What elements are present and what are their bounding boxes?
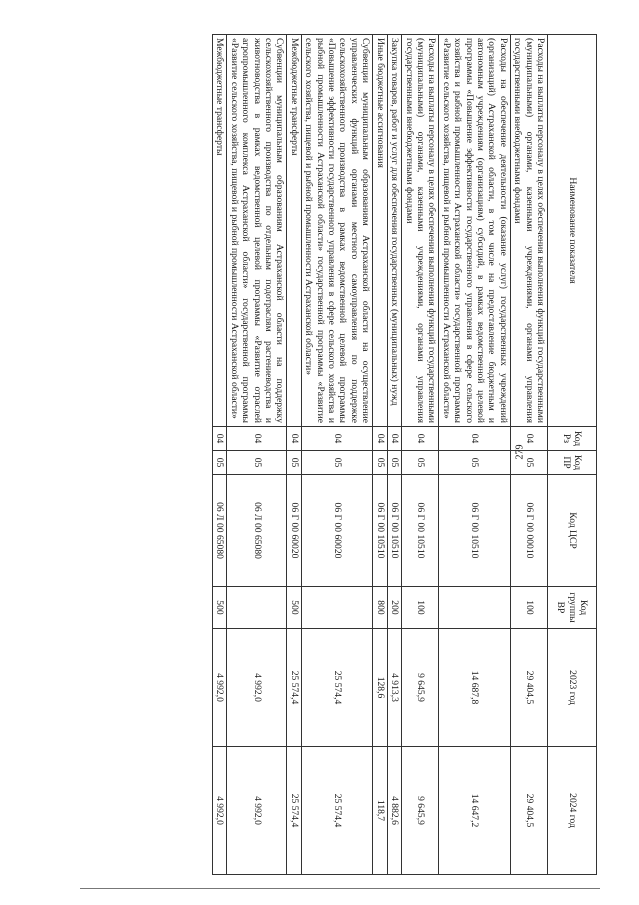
cell-pr: 05 — [373, 451, 387, 475]
header-2023: 2023 год — [548, 629, 597, 747]
table-row — [287, 35, 301, 875]
cell-csr: 06 Г 00 00010 — [510, 475, 547, 587]
cell-2024: 25 574,4 — [301, 747, 372, 875]
cell-csr: 06 Г 00 60020 — [301, 475, 372, 587]
cell-2024: 14 647,2 — [439, 747, 510, 875]
cell-rz: 04 — [510, 427, 547, 451]
header-name: Наименование показателя — [548, 35, 597, 427]
table-row — [387, 35, 401, 875]
cell-pr: 05 — [402, 451, 439, 475]
cell-name: Межбюджетные трансферты — [213, 35, 227, 427]
cell-2023: 29 404,5 — [510, 629, 547, 747]
cell-2024: 118,7 — [373, 747, 387, 875]
cell-rz: 04 — [287, 427, 301, 451]
cell-2023: 25 574,4 — [287, 629, 301, 747]
cell-csr: 06 Л 00 65080 — [227, 475, 287, 587]
cell-name: Иные бюджетные ассигнования — [373, 35, 387, 427]
cell-2023: 4 992,0 — [227, 629, 287, 747]
cell-2023: 25 574,4 — [301, 629, 372, 747]
budget-table-container — [137, 34, 597, 874]
cell-vr: 200 — [387, 587, 401, 629]
cell-rz: 04 — [373, 427, 387, 451]
cell-rz: 04 — [227, 427, 287, 451]
cell-csr: 06 Г 00 10510 — [402, 475, 439, 587]
cell-2024: 29 404,5 — [510, 747, 547, 875]
cell-pr: 05 — [439, 451, 510, 475]
cell-2024: 25 574,4 — [287, 747, 301, 875]
table-header-row — [548, 35, 597, 875]
cell-rz: 04 — [301, 427, 372, 451]
cell-name: Расходы на выплаты персоналу в целях обеспечения выполнения функций государственными (муниципальными) органами, казенными учреждениями, органами управления государственными внебюджетными фондами — [402, 35, 439, 427]
cell-pr: 05 — [301, 451, 372, 475]
cell-2023: 4 992,0 — [213, 629, 227, 747]
table-row — [301, 35, 372, 875]
page-bottom-rule — [80, 888, 600, 889]
cell-name: Субвенции муниципальным образованиям Астраханской области на осуществление управленческих функций органами местного самоуправления по поддержке сельскохозяйственного производства в рамках ведомственной целевой программы «Повышение эффективности государственного управления в сфере сельского хозяйства и рыбной промышленности Астраханской области» государственной программы «Развитие сельского хозяйства, пищевой и рыбной промышленности Астраханской области» — [301, 35, 372, 427]
table-row — [439, 35, 510, 875]
cell-vr: 500 — [287, 587, 301, 629]
cell-name: Расходы на обеспечение деятельности (оказание услуг) государственных учреждений (организаций) Астраханской области, в том числе на предоставление бюджетным и автономным учреждениям (организациям) субсидий, в рамках ведомственной целевой программы «Повышение эффективности государственного управления в сфере сельского хозяйства и рыбной промышленности Астраханской области» государственной программы «Развитие сельского хозяйства, пищевой и рыбной промышленности Астраханской области» — [439, 35, 510, 427]
cell-vr — [439, 587, 510, 629]
header-2024: 2024 год — [548, 747, 597, 875]
cell-name: Расходы на выплаты персоналу в целях обеспечения выполнения функций государственными (муниципальными) органами, казенными учреждениями, органами управления государственными внебюджетными фондами — [510, 35, 547, 427]
cell-pr: 05 — [213, 451, 227, 475]
cell-pr: 05 — [387, 451, 401, 475]
cell-vr: 100 — [510, 587, 547, 629]
cell-2024: 4 992,0 — [227, 747, 287, 875]
cell-rz: 04 — [439, 427, 510, 451]
cell-pr: 05 — [227, 451, 287, 475]
table-row — [213, 35, 227, 875]
cell-2023: 14 687,8 — [439, 629, 510, 747]
cell-csr: 06 Г 00 10510 — [387, 475, 401, 587]
cell-2023: 4 913,3 — [387, 629, 401, 747]
cell-vr: 100 — [402, 587, 439, 629]
cell-2024: 4 992,0 — [213, 747, 227, 875]
cell-vr: 500 — [213, 587, 227, 629]
header-rz: Код Рз — [548, 427, 597, 451]
page-number: 279 — [514, 444, 526, 460]
table-row — [402, 35, 439, 875]
cell-vr — [301, 587, 372, 629]
header-csr: Код ЦСР — [548, 475, 597, 587]
budget-table — [212, 34, 597, 875]
cell-csr: 06 Г 00 60020 — [287, 475, 301, 587]
cell-2023: 9 645,9 — [402, 629, 439, 747]
cell-rz: 04 — [213, 427, 227, 451]
cell-2024: 4 882,6 — [387, 747, 401, 875]
cell-vr — [227, 587, 287, 629]
cell-csr: 06 Г 00 10510 — [439, 475, 510, 587]
cell-rz: 04 — [402, 427, 439, 451]
table-row — [227, 35, 287, 875]
table-row — [373, 35, 387, 875]
header-pr: Код ПР — [548, 451, 597, 475]
cell-csr: 06 Г 00 10510 — [373, 475, 387, 587]
cell-rz: 04 — [387, 427, 401, 451]
cell-name: Межбюджетные трансферты — [287, 35, 301, 427]
cell-2023: 128,6 — [373, 629, 387, 747]
table-row — [510, 35, 547, 875]
cell-csr: 06 Л 00 65080 — [213, 475, 227, 587]
cell-name: Субвенции муниципальным образованиям Астраханской области на поддержку сельскохозяйственного производства по отдельным подотраслям растениеводства и животноводства в рамках ведомственной целевой программы «Развитие отраслей агропромышленного комплекса Астраханской области» государственной программы «Развитие сельского хозяйства, пищевой и рыбной промышленности Астраханской области» — [227, 35, 287, 427]
cell-name: Закупка товаров, работ и услуг для обеспечения государственных (муниципальных) нужд — [387, 35, 401, 427]
cell-2024: 9 645,9 — [402, 747, 439, 875]
header-vr: Код группы ВР — [548, 587, 597, 629]
cell-pr: 05 — [287, 451, 301, 475]
cell-pr: 05 — [510, 451, 547, 475]
cell-vr: 800 — [373, 587, 387, 629]
